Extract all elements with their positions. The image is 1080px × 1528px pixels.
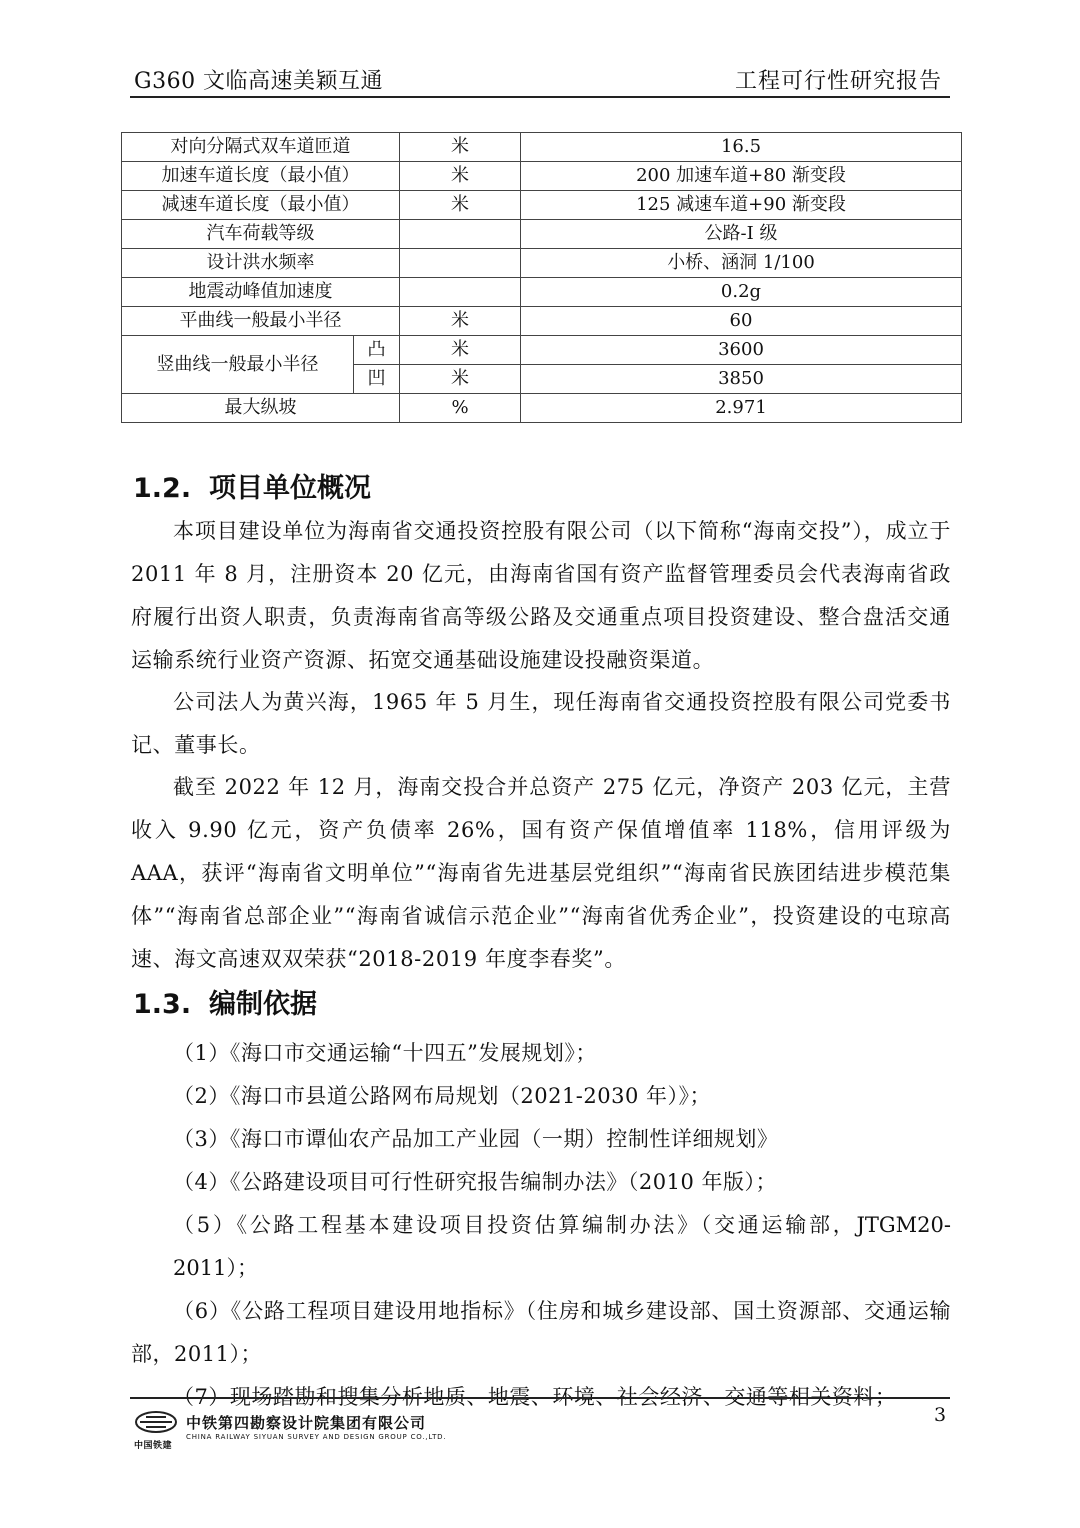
row-value: 3850 [521,365,962,394]
list-item: （4）《公路建设项目可行性研究报告编制办法》（2010 年版）； [173,1170,777,1194]
row-unit [400,220,521,249]
table-row [122,162,962,191]
row-value: 2.971 [521,394,962,423]
list-item: （7）现场踏勘和搜集分析地质、地震、环境、社会经济、交通等相关资料； [173,1385,897,1409]
row-unit: 米 [400,162,521,191]
paragraph: 公司法人为黄兴海，1965 年 5 月生，现任海南省交通投资控股有限公司党委书记、董事长。 [131,690,951,757]
table-row [122,278,962,307]
row-unit: % [400,394,521,423]
row-label: 平曲线一般最小半径 [122,307,400,336]
row-value: 公路-I 级 [521,220,962,249]
row-label: 汽车荷载等级 [122,220,400,249]
row-unit: 米 [400,307,521,336]
table-row [122,249,962,278]
paragraph: 本项目建设单位为海南省交通投资控股有限公司（以下简称“海南交投”），成立于 2011 年 8 月，注册资本 20 亿元，由海南省国有资产监督管理委员会代表海南省政府履行出资人职责，负责海南省高等级公路及交通重点项目投资建设、整合盘活交通运输系统行业资产资源、拓宽交通基础设施建设投融资渠道。 [131,519,951,672]
table-row [122,307,962,336]
list-item: （6）《公路工程项目建设用地指标》（住房和城乡建设部、国土资源部、交通运输部，2011）； [131,1299,951,1366]
row-label: 加速车道长度（最小值） [122,162,400,191]
row-label: 减速车道长度（最小值） [122,191,400,220]
header-report-title: 工程可行性研究报告 [734,69,942,94]
header-rule [130,96,950,98]
row-value: 60 [521,307,962,336]
row-unit: 米 [400,191,521,220]
row-label: 设计洪水频率 [122,249,400,278]
table-row [122,336,962,365]
list-item: （2）《海口市县道公路网布局规划（2021-2030 年）》； [173,1084,712,1108]
list-item: （1）《海口市交通运输“十四五”发展规划》； [173,1041,597,1065]
row-label: 地震动峰值加速度 [122,278,400,307]
list-item: （3）《海口市谭仙农产品加工产业园（一期）控制性详细规划》 [173,1127,779,1151]
table-row [122,394,962,423]
row-label: 最大纵坡 [122,394,400,423]
page-number: 3 [934,1404,947,1426]
section-heading-1-3 [133,982,317,1021]
table-row [122,133,962,162]
row-value: 3600 [521,336,962,365]
footer-company-en: CHINA RAILWAY SIYUAN SURVEY AND DESIGN GROUP CO.,LTD. [186,1433,447,1441]
table-row [122,191,962,220]
row-unit: 米 [400,336,521,365]
spec-table [121,132,962,423]
row-unit [400,278,521,307]
section-title: 编制依据 [209,989,317,1020]
list-item: （5）《公路工程基本建设项目投资估算编制办法》（交通运输部，JTGM20-2011）； [173,1213,951,1280]
concave-label: 凹 [354,365,400,394]
row-label: 对向分隔式双车道匝道 [122,133,400,162]
logo-text: 中国铁建 [134,1441,173,1451]
reference-list [131,1032,951,1419]
row-unit: 米 [400,133,521,162]
footer-rule [130,1397,950,1399]
section-heading-1-2 [133,466,371,505]
company-logo-icon [134,1410,178,1436]
convex-label: 凸 [354,336,400,365]
header-project-title: G360 文临高速美颖互通 [134,69,384,94]
row-value: 小桥、涵洞 1/100 [521,249,962,278]
footer-company-cn: 中铁第四勘察设计院集团有限公司 [186,1414,427,1432]
row-unit: 米 [400,365,521,394]
section-number: 1.3. [133,989,192,1020]
paragraph: 截至 2022 年 12 月，海南交投合并总资产 275 亿元，净资产 203 亿元，主营收入 9.90 亿元，资产负债率 26%，国有资产保值增值率 118%，信用评级为 AAA，获评“海南省文明单位”“海南省先进基层党组织”“海南省民族团结进步模范集体”“海南省总部企业”“海南省诚信示范企业”“海南省优秀企业”，投资建设的屯琼高速、海文高速双双荣获“2018-2019 年度李春奖”。 [131,775,951,971]
row-value: 16.5 [521,133,962,162]
row-unit [400,249,521,278]
section-number: 1.2. [133,473,192,504]
section-title: 项目单位概况 [209,473,371,504]
row-value: 200 加速车道+80 渐变段 [521,162,962,191]
row-value: 0.2g [521,278,962,307]
vertical-curve-label: 竖曲线一般最小半径 [122,336,354,394]
table-row [122,220,962,249]
row-value: 125 减速车道+90 渐变段 [521,191,962,220]
